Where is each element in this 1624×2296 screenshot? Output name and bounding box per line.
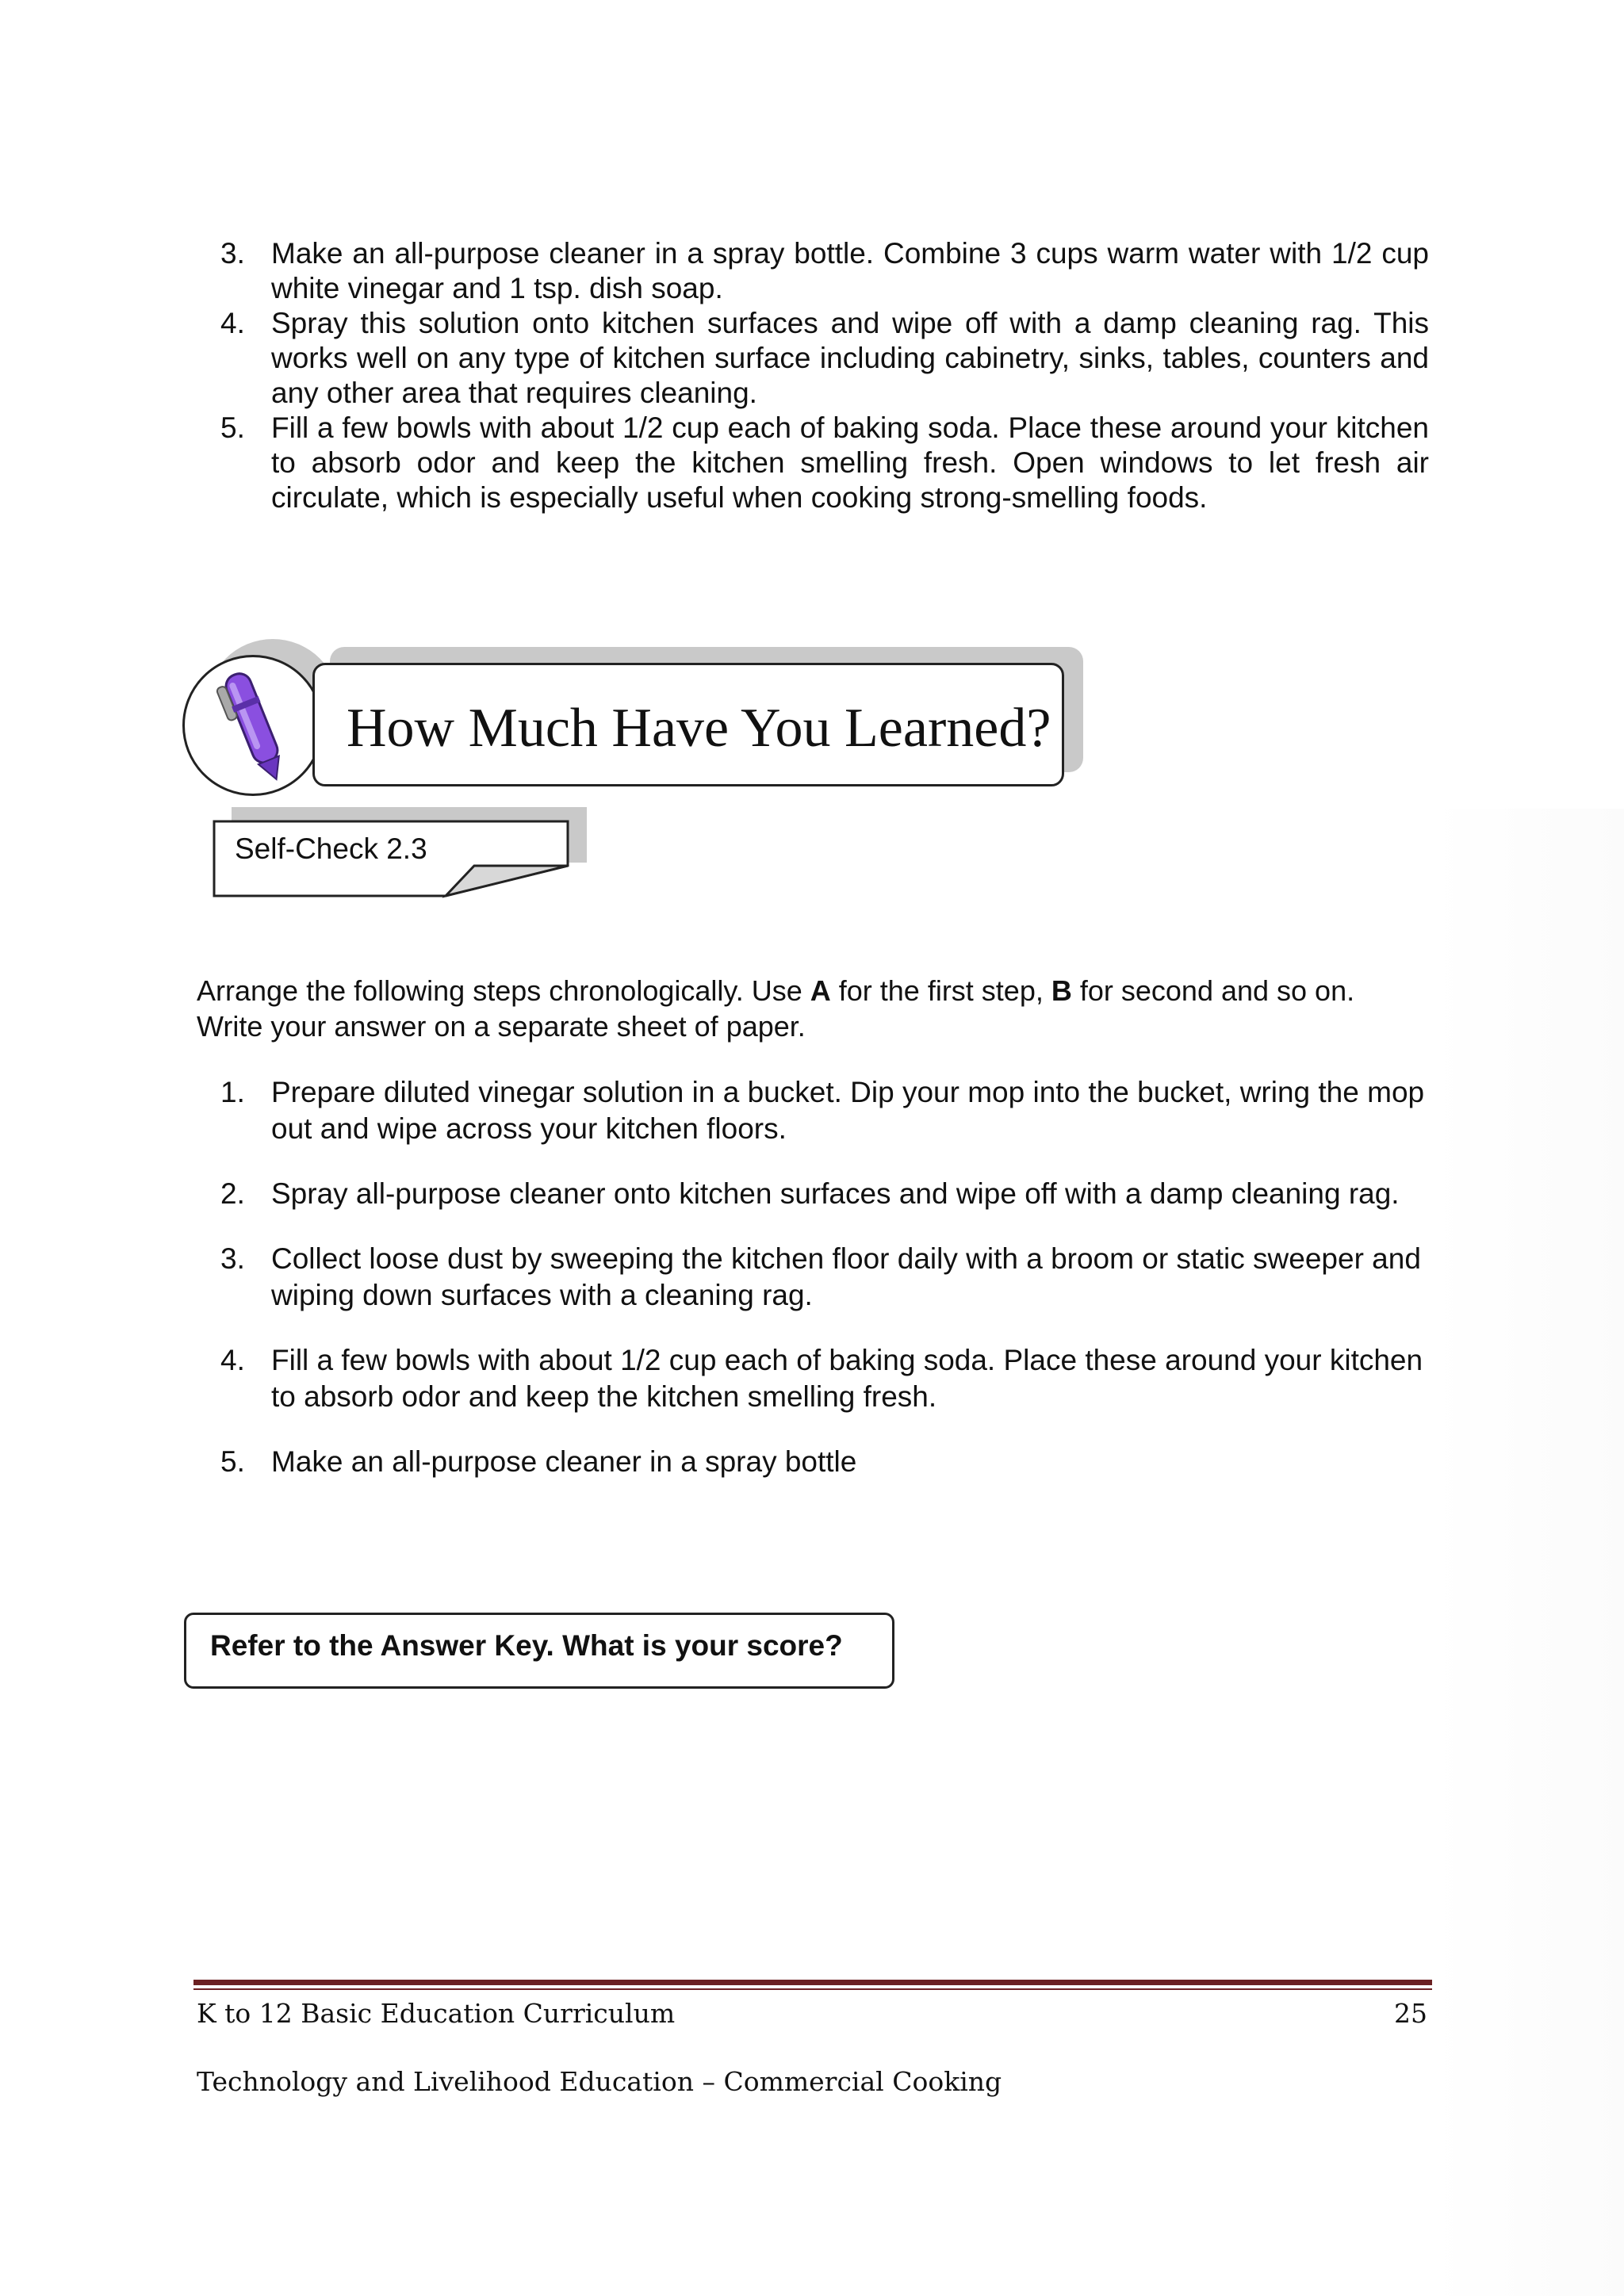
instruction-text: for second and so on. (1071, 974, 1355, 1007)
footer-subject: Technology and Livelihood Education – Commercial Cooking (197, 2066, 1002, 2097)
list-number: 4. (220, 307, 245, 339)
pen-icon (185, 657, 321, 794)
instructions-line-2: Write your answer on a separate sheet of paper. (197, 1010, 806, 1043)
list-item (214, 236, 1429, 306)
question-text: Prepare diluted vinegar solution in a bucket. Dip your mop into the bucket, wring the mop out and wipe across your kitchen floors. (271, 1076, 1425, 1145)
question-item (214, 1342, 1451, 1415)
instruction-bold-b: B (1051, 974, 1072, 1007)
instruction-text: Arrange the following steps chronologically. Use (197, 974, 810, 1007)
question-item (214, 1241, 1451, 1314)
banner-title-box (312, 663, 1064, 786)
question-list (214, 1074, 1451, 1509)
list-number: 5. (220, 411, 245, 444)
question-text: Spray all-purpose cleaner onto kitchen surfaces and wipe off with a damp cleaning rag. (271, 1177, 1400, 1210)
list-number: 3. (220, 237, 245, 270)
list-item-text: Fill a few bowls with about 1/2 cup each of baking soda. Place these around your kitchen to absorb odor and keep the kitchen smelling fresh. Open windows to let fresh air circulate, which is especially useful when cooking strong-smelling foods. (271, 411, 1429, 514)
question-text: Collect loose dust by sweeping the kitchen floor daily with a broom or static sweeper and wiping down surfaces with a cleaning rag. (271, 1242, 1421, 1311)
question-number: 4. (220, 1344, 245, 1376)
question-number: 1. (220, 1076, 245, 1108)
instruction-text: for the first step, (830, 974, 1051, 1007)
question-text: Fill a few bowls with about 1/2 cup each of baking soda. Place these around your kitchen to absorb odor and keep the kitchen smelling fresh. (271, 1344, 1423, 1413)
list-item-text: Make an all-purpose cleaner in a spray bottle. Combine 3 cups warm water with 1/2 cup white vinegar and 1 tsp. dish soap. (271, 237, 1429, 304)
list-item (214, 306, 1429, 411)
page-number: 25 (1394, 1998, 1427, 2029)
instructions-line-1 (197, 973, 1434, 1008)
procedure-list (214, 236, 1429, 515)
question-item (214, 1074, 1451, 1147)
question-item (214, 1444, 1451, 1480)
page-shade (1432, 809, 1624, 2296)
question-number: 3. (220, 1242, 245, 1275)
list-item (214, 411, 1429, 515)
footer-rule-thin (193, 1988, 1432, 1990)
score-prompt: Refer to the Answer Key. What is your score? (210, 1629, 843, 1662)
page-title: How Much Have You Learned? (347, 698, 1051, 759)
footer-curriculum: K to 12 Basic Education Curriculum (197, 1998, 676, 2029)
question-item (214, 1176, 1451, 1212)
question-text: Make an all-purpose cleaner in a spray bottle (271, 1445, 857, 1478)
self-check-label: Self-Check 2.3 (235, 832, 427, 865)
self-check-banner (182, 634, 1086, 904)
score-prompt-box (184, 1613, 894, 1689)
pen-icon-circle (182, 655, 324, 796)
question-number: 2. (220, 1177, 245, 1210)
list-item-text: Spray this solution onto kitchen surfaces and wipe off with a damp cleaning rag. This works well on any type of kitchen surface including cabinetry, sinks, tables, counters and any other area that requires cleaning. (271, 307, 1429, 409)
instruction-bold-a: A (810, 974, 831, 1007)
instructions (197, 973, 1434, 1044)
question-number: 5. (220, 1445, 245, 1478)
footer-rule (193, 1980, 1432, 1985)
